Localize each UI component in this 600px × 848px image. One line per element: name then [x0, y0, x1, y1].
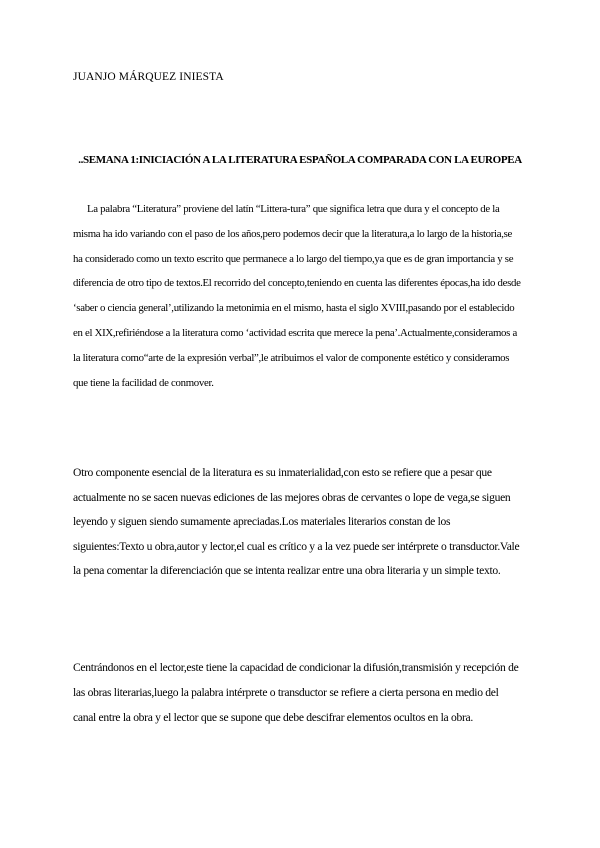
document-title: ..SEMANA 1:INICIACIÓN A LA LITERATURA ESPAÑOLA COMPARADA CON LA EUROPEA	[78, 154, 522, 166]
paragraph-2: Otro componente esencial de la literatura es su inmaterialidad,con esto se refiere que a pesar que actualmente no se sacen nuevas ediciones de las mejores obras de cervantes o lope de vega,se siguen leyendo y siguen siendo sumamente apreciadas.Los materiales literarios constan de los siguientes:Texto u obra,autor y lector,el cual es crítico y a la vez puede ser intérprete o transductor.Vale la pena comentar la diferenciación que se intenta realizar entre una obra literaria y un simple texto.	[73, 466, 520, 577]
paragraph-1: La palabra “Literatura” proviene del latín “Littera-tura” que significa letra que dura y el concepto de la misma ha ido variando con el paso de los años,pero podemos decir que la literatura,a lo largo de la historia,se ha considerado como un texto escrito que permanece a lo largo del tiempo,ya que es de gran importancia y se diferencia de otro tipo de textos.El recorrido del concepto,teniendo en cuenta las diferentes épocas,ha ido desde ‘saber o ciencia general’,utilizando la metonimia en el mismo, hasta el siglo XVIII,pasando por el establecido en el XIX,refiriéndose a la literatura como ‘actividad escrita que merece la pena’.Actualmente,consideramos a la literatura como“arte de la expresión verbal”,le atribuimos el valor de componente estético y consideramos que tiene la facilidad de conmover.	[73, 203, 521, 389]
author-name: JUANJO MÁRQUEZ INIESTA	[73, 71, 224, 83]
paragraph-3: Centrándonos en el lector,este tiene la capacidad de condicionar la difusión,transmisión y recepción de las obras literarias,luego la palabra intérprete o transductor se refiere a cierta persona en medio del canal entre la obra y el lector que se supone que debe descifrar elementos ocultos en la obra.	[73, 661, 519, 724]
